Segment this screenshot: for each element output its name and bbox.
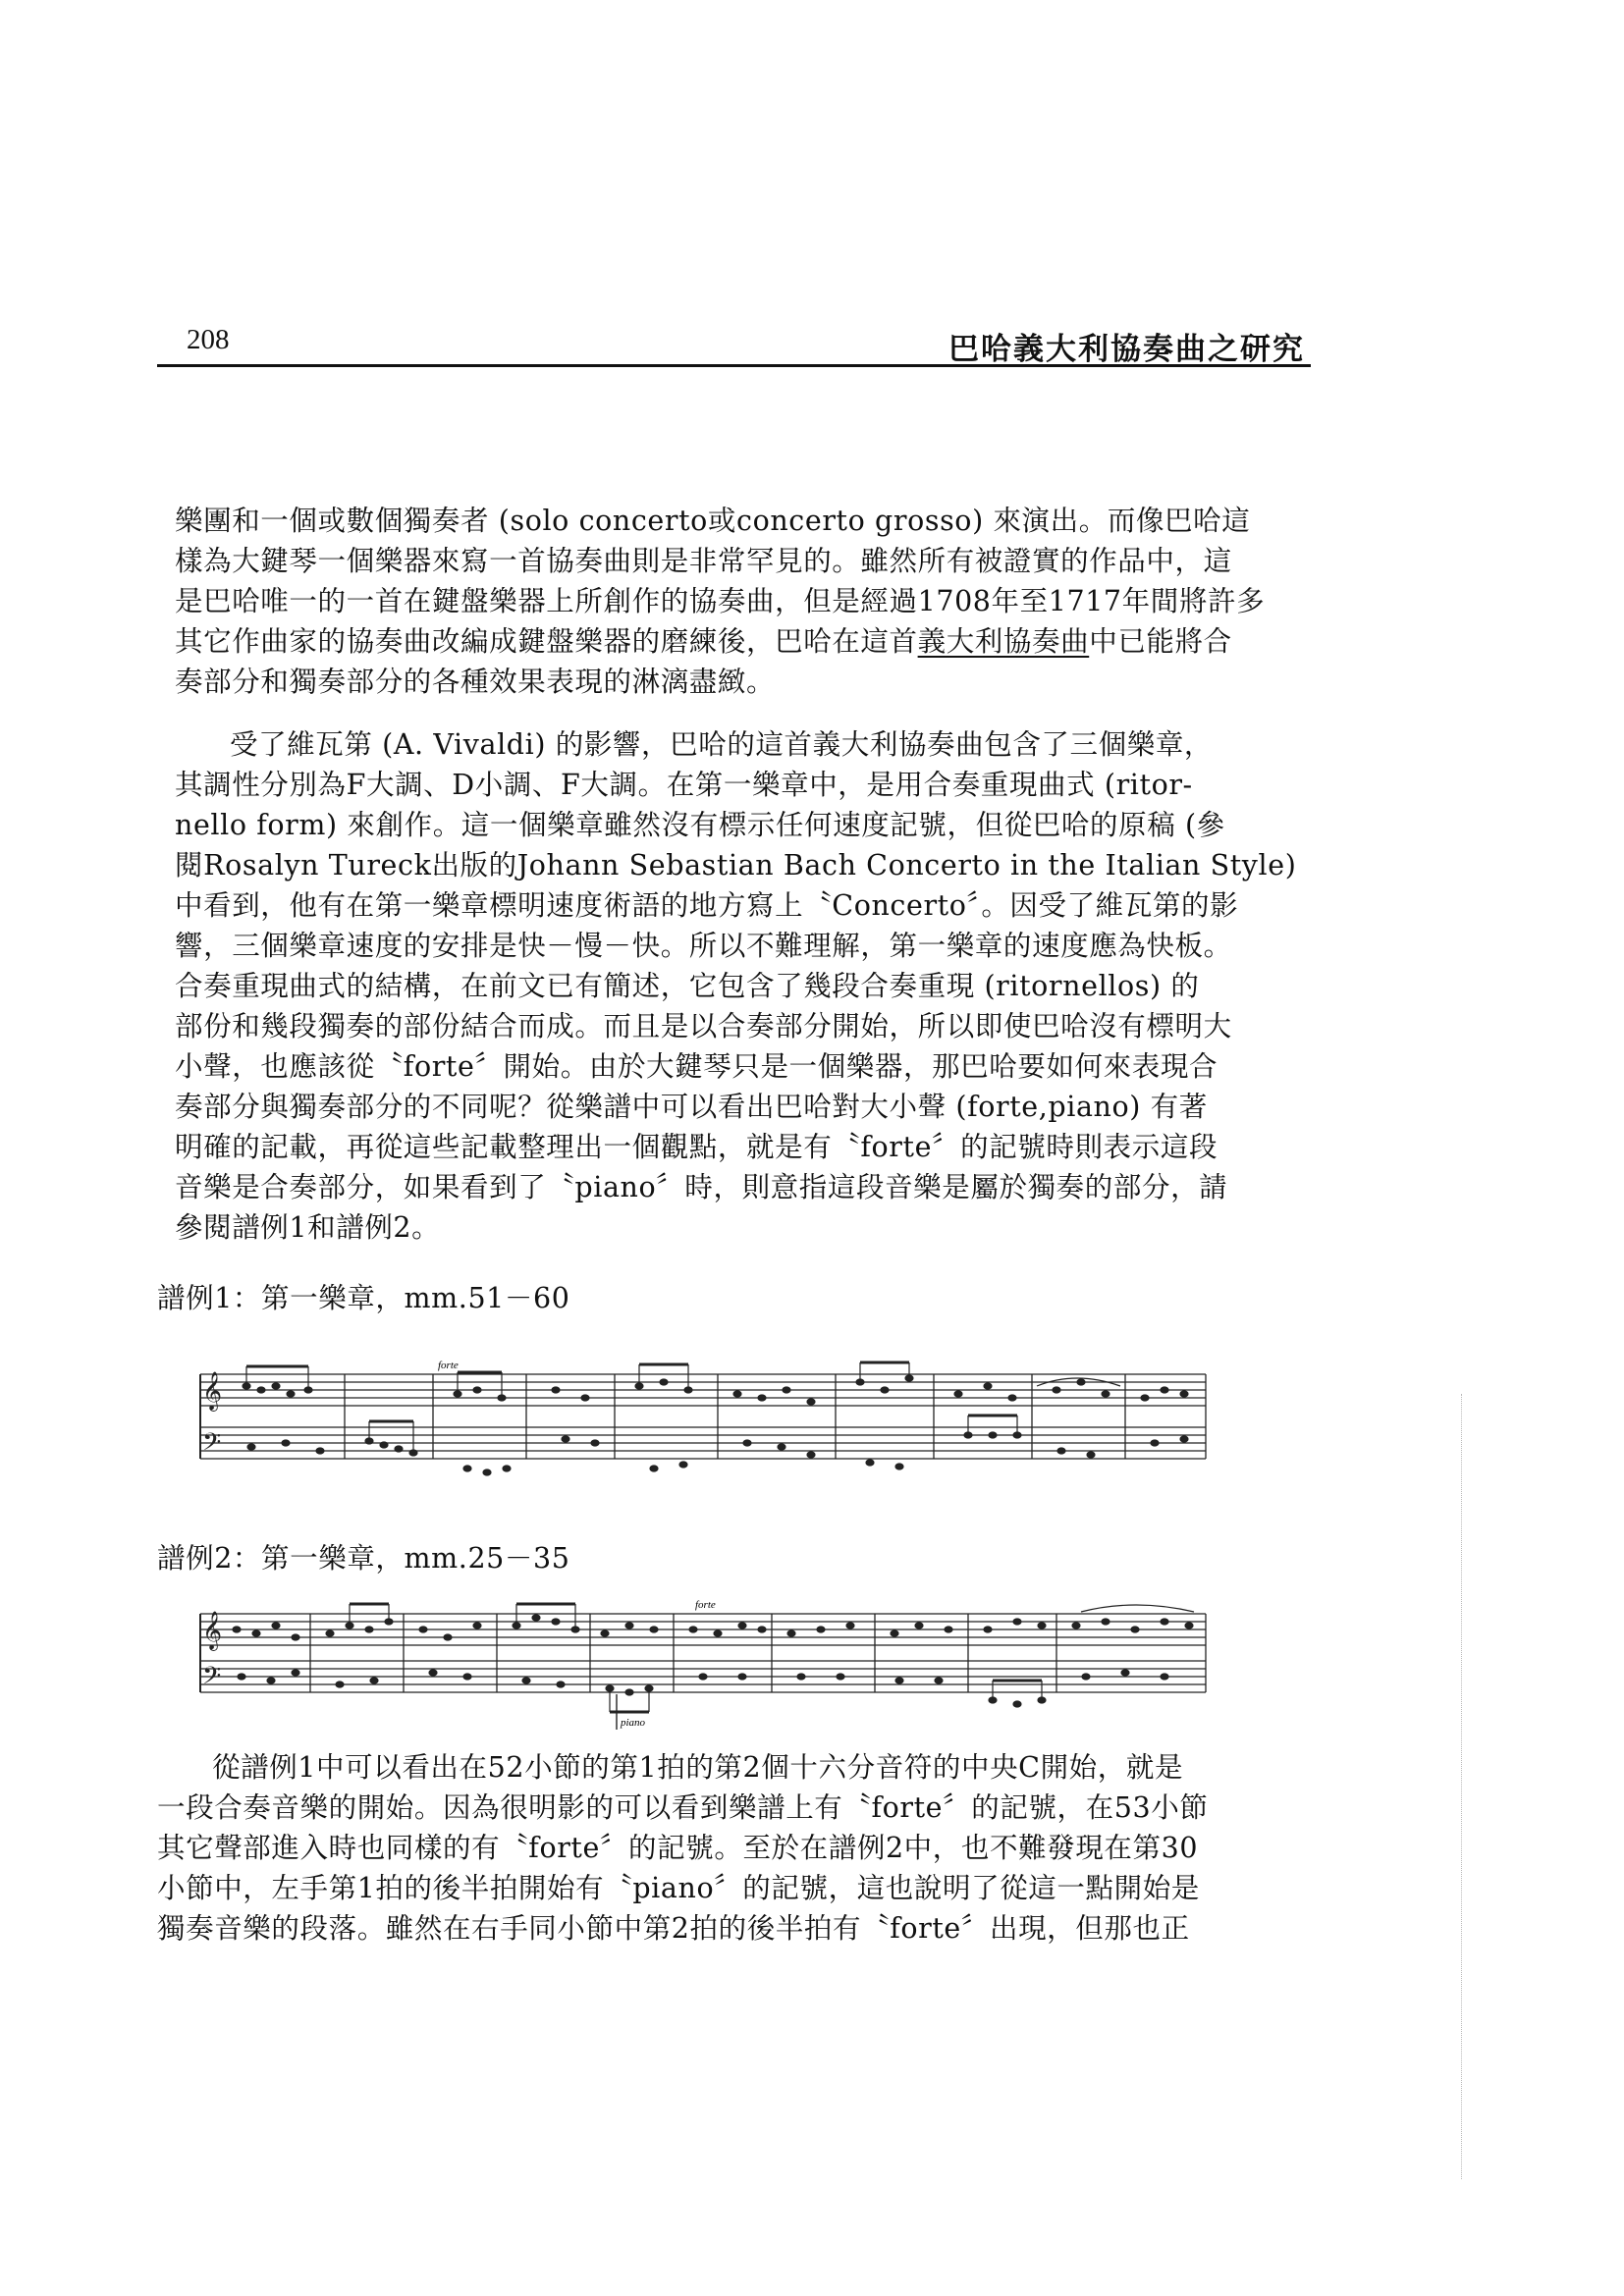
text-line: 樂團和一個或數個獨奏者 (solo concerto或concerto grosso) 來演出。而像巴哈這 xyxy=(175,505,1251,537)
page-header xyxy=(157,312,1311,367)
svg-text:𝄞: 𝄞 xyxy=(202,1611,223,1650)
text-line: 部份和幾段獨奏的部份結合而成。而且是以合奏部分開始，所以即使巴哈沒有標明大 xyxy=(175,1010,1232,1042)
music-example-1 xyxy=(192,1353,1214,1490)
svg-text:𝄢: 𝄢 xyxy=(202,1662,222,1696)
header-rule xyxy=(157,364,1311,367)
running-title: 巴哈義大利協奏曲之研究 xyxy=(948,332,1305,367)
text-line: 參閱譜例1和譜例2。 xyxy=(175,1211,441,1244)
text-line: 小節中，左手第1拍的後半拍開始有〝piano〞的記號，這也說明了從這一點開始是 xyxy=(157,1872,1200,1904)
text-line: 小聲，也應該從〝forte〞開始。由於大鍵琴只是一個樂器，那巴哈要如何來表現合 xyxy=(175,1050,1218,1083)
dynamic-forte: forte xyxy=(438,1360,459,1371)
example-2-caption: 譜例2：第一樂章，mm.25－35 xyxy=(157,1542,570,1575)
example-1-caption: 譜例1：第一樂章，mm.51－60 xyxy=(157,1282,570,1314)
text-line: 明確的記載，再從這些記載整理出一個觀點，就是有〝forte〞的記號時則表示這段 xyxy=(175,1131,1218,1163)
text-line: 閱Rosalyn Tureck出版的Johann Sebastian Bach Concerto in the Italian Style) xyxy=(175,849,1297,881)
text-line: 合奏重現曲式的結構，在前文已有簡述，它包含了幾段合奏重現 (ritornellos) 的 xyxy=(175,970,1200,1002)
text-line: 是巴哈唯一的一首在鍵盤樂器上所創作的協奏曲，但是經過1708年至1717年間將許多 xyxy=(175,585,1266,617)
text-line: 受了維瓦第 (A. Vivaldi) 的影響，巴哈的這首義大利協奏曲包含了三個樂章， xyxy=(230,728,1214,761)
text-line: 奏部分與獨奏部分的不同呢？從樂譜中可以看出巴哈對大小聲 (forte,piano) 有著 xyxy=(175,1091,1208,1123)
text-span: 中已能將合 xyxy=(1089,625,1232,658)
text-line: 獨奏音樂的段落。雖然在右手同小節中第2拍的後半拍有〝forte〞出現，但那也正 xyxy=(157,1912,1190,1945)
underlined-title: 義大利協奏曲 xyxy=(917,625,1090,658)
svg-text:𝄞: 𝄞 xyxy=(202,1371,223,1411)
music-score-1 xyxy=(192,1353,1214,1490)
paragraph-3 xyxy=(157,1747,1245,1949)
text-line: 中看到，他有在第一樂章標明速度術語的地方寫上〝Concerto〞。因受了維瓦第的影 xyxy=(175,889,1239,922)
scan-edge xyxy=(1461,1394,1462,2179)
text-line: 奏部分和獨奏部分的各種效果表現的淋漓盡緻。 xyxy=(175,666,776,698)
text-line: 樣為大鍵琴一個樂器來寫一首協奏曲則是非常罕見的。雖然所有被證實的作品中，這 xyxy=(175,545,1232,577)
page-number: 208 xyxy=(187,324,230,355)
music-score-2 xyxy=(192,1592,1214,1730)
music-example-2 xyxy=(192,1592,1214,1730)
dynamic-forte: forte xyxy=(695,1599,716,1611)
text-line: 其它聲部進入時也同樣的有〝forte〞的記號。至於在譜例2中，也不難發現在第30 xyxy=(157,1832,1199,1864)
text-line xyxy=(175,621,1263,662)
text-line: nello form) 來創作。這一個樂章雖然沒有標示任何速度記號，但從巴哈的原稿 (參 xyxy=(175,809,1225,841)
text-span: 其它作曲家的協奏曲改編成鍵盤樂器的磨練後，巴哈在這首 xyxy=(175,625,918,658)
paragraph-2 xyxy=(175,724,1297,1248)
text-line: 從譜例1中可以看出在52小節的第1拍的第2個十六分音符的中央C開始，就是 xyxy=(212,1751,1184,1784)
text-line: 其調性分別為F大調、D小調、F大調。在第一樂章中，是用合奏重現曲式 (ritor- xyxy=(175,769,1193,801)
text-line: 音樂是合奏部分，如果看到了〝piano〞時，則意指這段音樂是屬於獨奏的部分，請 xyxy=(175,1171,1228,1203)
svg-text:𝄢: 𝄢 xyxy=(202,1428,222,1463)
dynamic-piano: piano xyxy=(621,1717,646,1729)
text-line: 一段合奏音樂的開始。因為很明影的可以看到樂譜上有〝forte〞的記號，在53小節 xyxy=(157,1791,1209,1824)
paragraph-1 xyxy=(175,501,1266,702)
text-line: 響，三個樂章速度的安排是快－慢－快。所以不難理解，第一樂章的速度應為快板。 xyxy=(175,930,1232,962)
